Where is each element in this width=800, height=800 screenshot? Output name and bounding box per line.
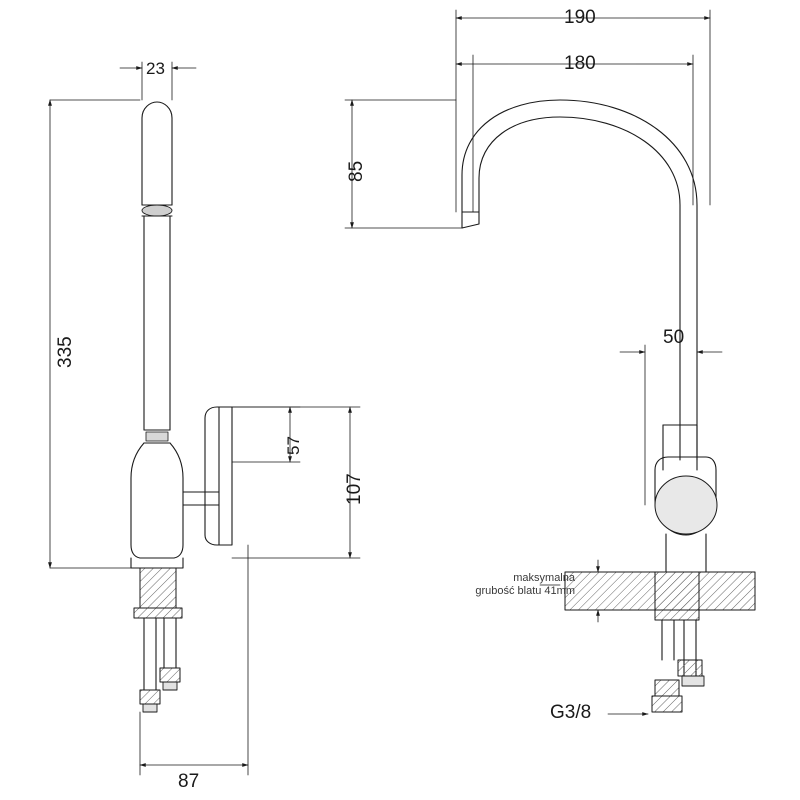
dimension-label-base-depth: 50: [663, 327, 685, 348]
dimension-label-reach-outer: 190: [564, 7, 596, 28]
dimension-label-reach-inner: 180: [564, 53, 596, 74]
dimension-label-base-width: 87: [178, 771, 200, 792]
dimension-lines: [50, 7, 722, 775]
dimension-label-thread-size: G3/8: [550, 702, 592, 723]
dimension-label-spout-width: 23: [146, 59, 165, 78]
left-view-faucet-outline: [131, 102, 232, 568]
dimension-label-handle-height: 57: [284, 436, 303, 455]
countertop-section: [565, 572, 755, 610]
countertop-note-line-1: maksymalna: [513, 572, 575, 584]
countertop-note-line-2: grubość blatu 41mm: [475, 585, 575, 597]
right-view-shank: [652, 610, 704, 712]
countertop-thickness-note: [420, 572, 575, 598]
dimension-label-handle-assembly-height: 107: [344, 473, 365, 505]
dimension-label-total-height: 335: [55, 336, 76, 368]
dimension-label-spout-outlet-height: 85: [346, 160, 367, 182]
left-view-shank: [134, 568, 182, 712]
